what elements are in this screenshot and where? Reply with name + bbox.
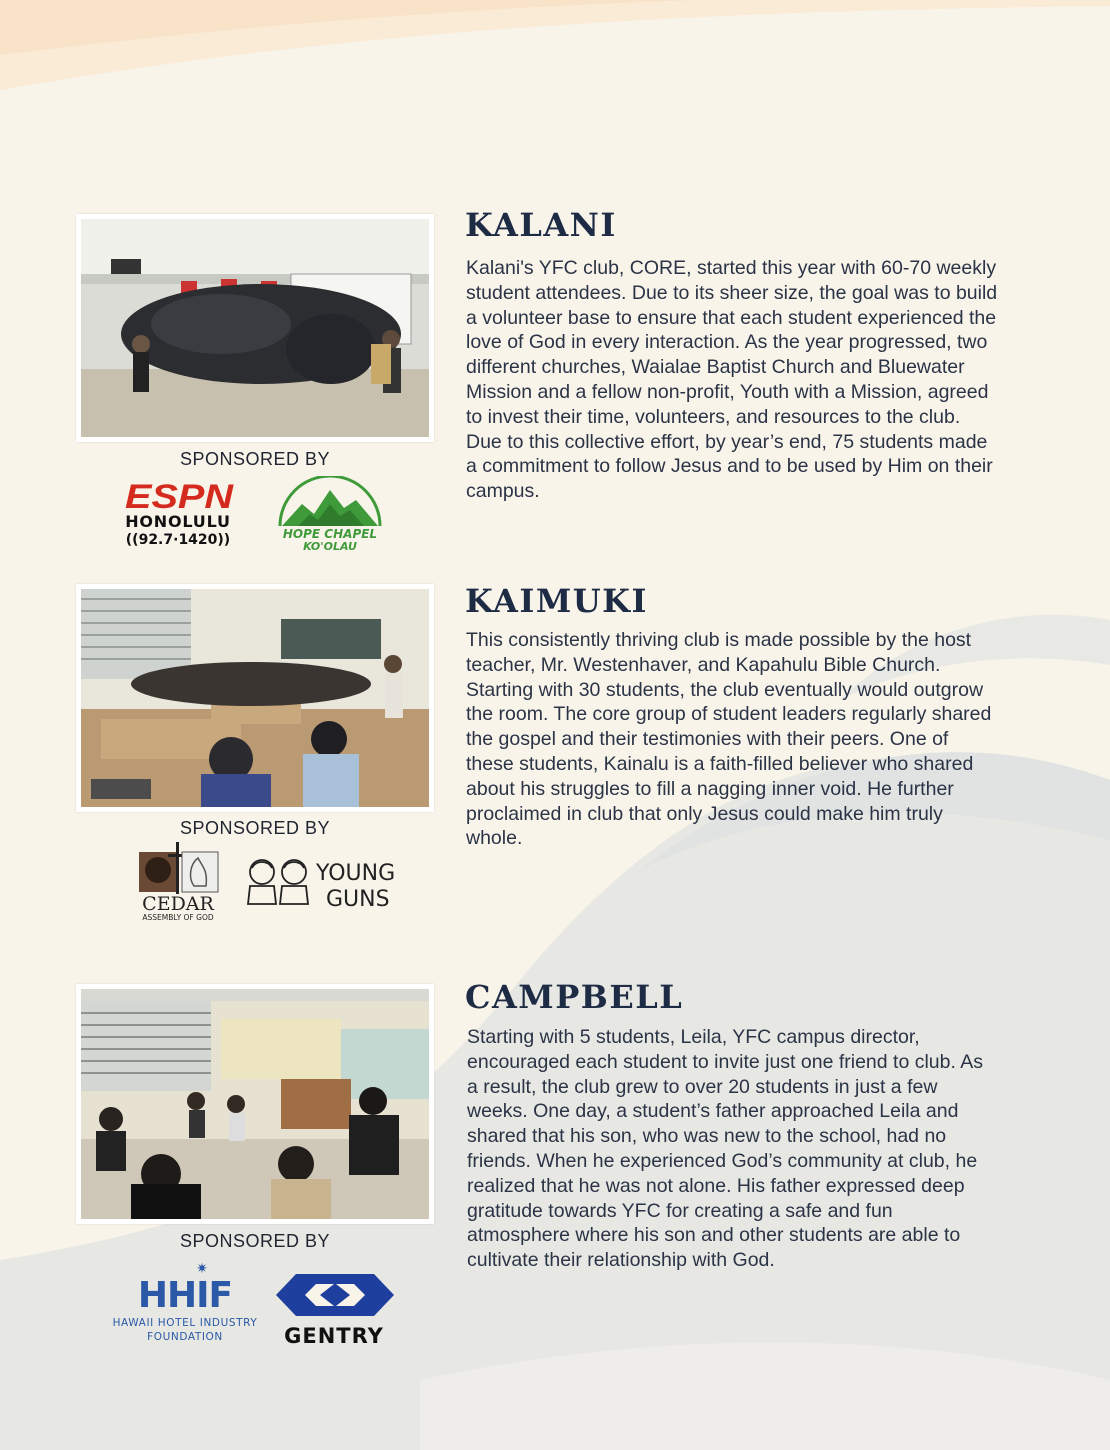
campbell-heading: CAMPBELL xyxy=(465,978,684,1016)
kalani-heading: KALANI xyxy=(465,206,617,244)
young-guns-line1: YOUNG xyxy=(316,861,396,886)
hhif-line2: HAWAII HOTEL INDUSTRY xyxy=(112,1317,258,1329)
kalani-paragraph-text: Kalani's YFC club, CORE, started this year with 60-70 weekly student attendees. Due to its sheer size, the goal was to build a volunteer base to ensure that each student experienced the love of God in every interaction. As the year progressed, two different churches, Waialae Baptist Church and Bluewater Mission and a fellow non-profit, Youth with a Mission, agreed to invest their time, volunteers, and resources to the club. Due to this collective effort, by year’s end, 75 students made a commitment to follow Jesus and to be used by Him on their campus. xyxy=(466,257,998,503)
kaimuki-paragraph-text: This consistently thriving club is made possible by the host teacher, Mr. Westenhaver, and Kapahulu Bible Church. Starting with 30 students, the club eventually would outgrow the room. The core group of student leaders regularly shared the gospel and their testimonies with their peers. One of these students, Kainalu is a faith-filled believer who shared about his struggles to fill a nagging inner void. He further proclaimed in club that only Jesus could make him truly whole. xyxy=(466,629,992,850)
campbell-paragraph-text: Starting with 5 students, Leila, YFC campus director, encouraged each student to invite just one friend to club. As a result, the club grew to over 20 students in just a few weeks. One day, a student’s father approached Leila and shared that his son, who was new to the school, had no friends. When he experienced God’s community at club, he realized that he was not alone. His father expressed deep gratitude towards YFC for creating a safe and fun atmosphere where his son and other students are able to cultivate their relationship with God. xyxy=(467,1026,984,1272)
hhif-line3: FOUNDATION xyxy=(147,1331,223,1343)
espn-honolulu-text: HONOLULU xyxy=(125,512,231,531)
campbell-sponsored-by: SPONSORED BY xyxy=(179,1231,331,1251)
kaimuki-sponsored-by: SPONSORED BY xyxy=(179,818,331,838)
gentry-logo xyxy=(276,1270,394,1350)
hope-chapel-koolau-text: KO'OLAU xyxy=(303,540,357,553)
campbell-paragraph xyxy=(467,1025,997,1273)
espn-frequency-text: ((92.7·1420)) xyxy=(125,532,231,548)
kalani-sponsored-by: SPONSORED BY xyxy=(179,449,331,469)
espn-wordmark: ESPN xyxy=(125,480,235,516)
young-guns-line2: GUNS xyxy=(326,887,390,912)
kaimuki-heading: KAIMUKI xyxy=(465,582,648,620)
hope-chapel-text: HOPE CHAPEL xyxy=(282,527,378,541)
svg-text:✷: ✷ xyxy=(196,1261,208,1277)
campbell-photo xyxy=(76,984,434,1224)
hhif-wordmark: HHIF xyxy=(137,1275,233,1316)
cedar-subtitle: ASSEMBLY OF GOD xyxy=(142,913,214,922)
hhif-logo xyxy=(110,1258,260,1346)
cedar-wordmark: CEDAR xyxy=(142,893,214,915)
gentry-wordmark: GENTRY xyxy=(284,1324,384,1348)
